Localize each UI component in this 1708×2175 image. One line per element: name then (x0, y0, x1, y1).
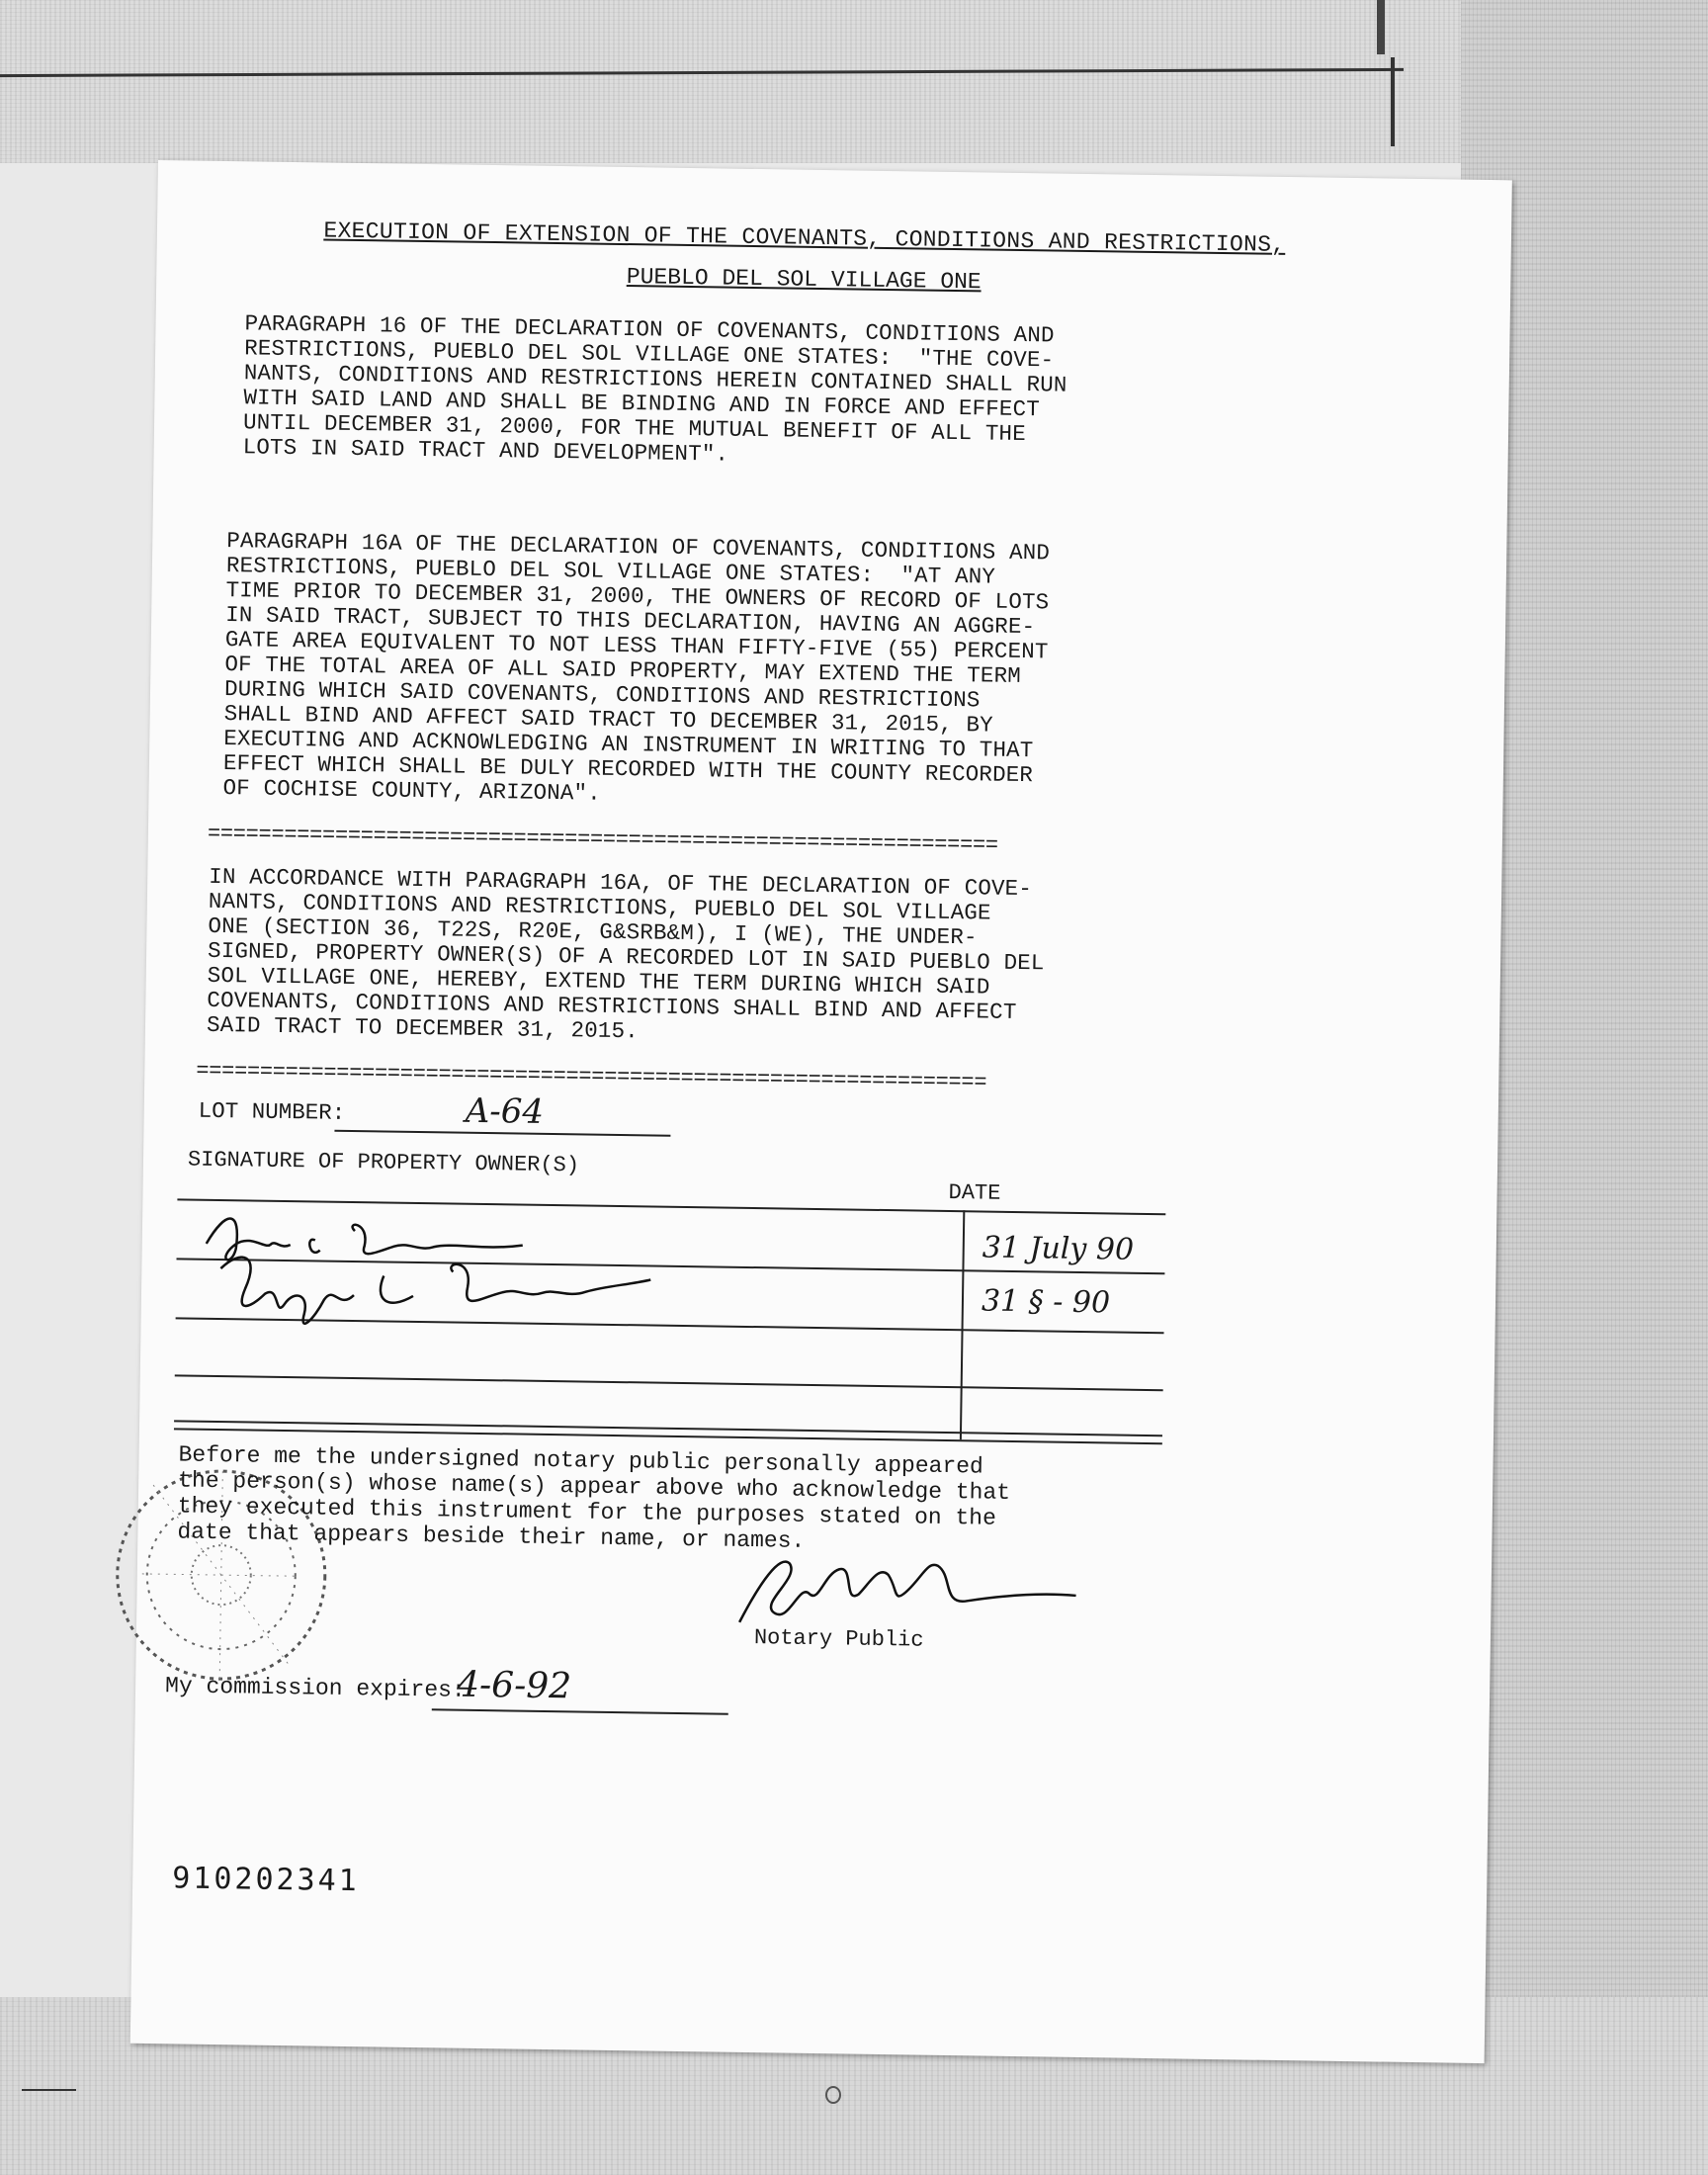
commission-line (432, 1708, 728, 1714)
signature-label: SIGNATURE OF PROPERTY OWNER(S) (187, 1147, 580, 1178)
commission-expires-label: My commission expires: (164, 1673, 466, 1703)
page-title: EXECUTION OF EXTENSION OF THE COVENANTS, CONDITIONS AND RESTRICTIONS, (323, 218, 1286, 258)
date-label: DATE (948, 1179, 1001, 1206)
scan-edge-tick (1391, 57, 1395, 146)
lot-number-value: A-64 (465, 1090, 545, 1132)
signature-table (174, 1198, 1165, 1440)
separator-line: ============================================================== (207, 821, 998, 858)
signature-date-2: 31 § - 90 (981, 1283, 1111, 1321)
document-number: 910202341 (171, 1861, 361, 1899)
paragraph-16-quote: PARAGRAPH 16 OF THE DECLARATION OF COVENANTS, CONDITIONS AND RESTRICTIONS, PUEBLO DEL SOL VILLAGE ONE STATES: "THE COVE- NANTS, CONDITIONS AND RESTRICTIONS HEREIN CONTAINED SHALL RUN WITH SAID LAND AND SHALL BE BINDING AND IN FORCE AND EFFECT UNTIL DECEMBER 31, 2000, FOR THE MUTUAL BENEFIT OF ALL THE LOTS IN SAID TRACT AND DEVELOPMENT". (242, 310, 1068, 468)
notary-statement: Before me the undersigned notary public personally appeared the person(s) whose name(s) appear above who acknowledge that they executed this instrument for the purposes stated on the date that appears beside their name, or names. (177, 1441, 1011, 1554)
document-page (130, 160, 1512, 2063)
accordance-paragraph: IN ACCORDANCE WITH PARAGRAPH 16A, OF THE DECLARATION OF COVE- NANTS, CONDITIONS AND RESTRICTIONS, PUEBLO DEL SOL VILLAGE ONE (SECTION 36, T22S, R20E, G&SRB&M), I (WE), THE UNDER- SIGNED, PROPERTY OWNER(S) OF A RECORDED LOT IN SAID PUEBLO DEL SOL VILLAGE ONE, HEREBY, EXTEND THE TERM DURING WHICH SAID COVENANTS, CONDITIONS AND RESTRICTIONS SHALL BIND AND AFFECT SAID TRACT TO DECEMBER 31, 2015. (206, 863, 1045, 1045)
table-divider (960, 1210, 965, 1439)
page-subtitle: PUEBLO DEL SOL VILLAGE ONE (626, 264, 982, 296)
scan-mark (825, 2086, 841, 2104)
separator-line: ============================================================== (196, 1058, 987, 1095)
table-line (175, 1374, 1163, 1391)
scan-mark (22, 2089, 76, 2091)
scan-edge-post (1377, 0, 1385, 54)
owner-signature-2 (214, 1239, 691, 1354)
paragraph-16a-quote: PARAGRAPH 16A OF THE DECLARATION OF COVENANTS, CONDITIONS AND RESTRICTIONS, PUEBLO DEL SOL VILLAGE ONE STATES: "AT ANY TIME PRIOR TO DECEMBER 31, 2000, THE OWNERS OF RECORD OF LOTS IN SAID TRACT, SUBJECT TO THIS DECLARATION, HAVING AN AGGRE- GATE AREA EQUIVALENT TO NOT LESS THAN FIFTY-FIVE (55) PERCENT OF THE TOTAL AREA OF ALL SAID PROPERTY, MAY EXTEND THE TERM DURING WHICH SAID COVENANTS, CONDITIONS AND RESTRICTIONS SHALL BIND AND AFFECT SAID TRACT TO DECEMBER 31, 2015, BY EXECUTING AND ACKNOWLEDGING AN INSTRUMENT IN WRITING TO THAT EFFECT WHICH SHALL BE DULY RECORDED WITH THE COUNTY RECORDER OF COCHISE COUNTY, ARIZONA". (222, 528, 1051, 807)
signature-date-1: 31 July 90 (982, 1230, 1135, 1267)
scan-noise-top (0, 0, 1708, 163)
lot-number-label: LOT NUMBER: (198, 1097, 346, 1126)
notary-public-label: Notary Public (753, 1625, 924, 1653)
commission-expires-value: 4-6-92 (456, 1664, 572, 1707)
notary-signature (729, 1543, 1086, 1637)
